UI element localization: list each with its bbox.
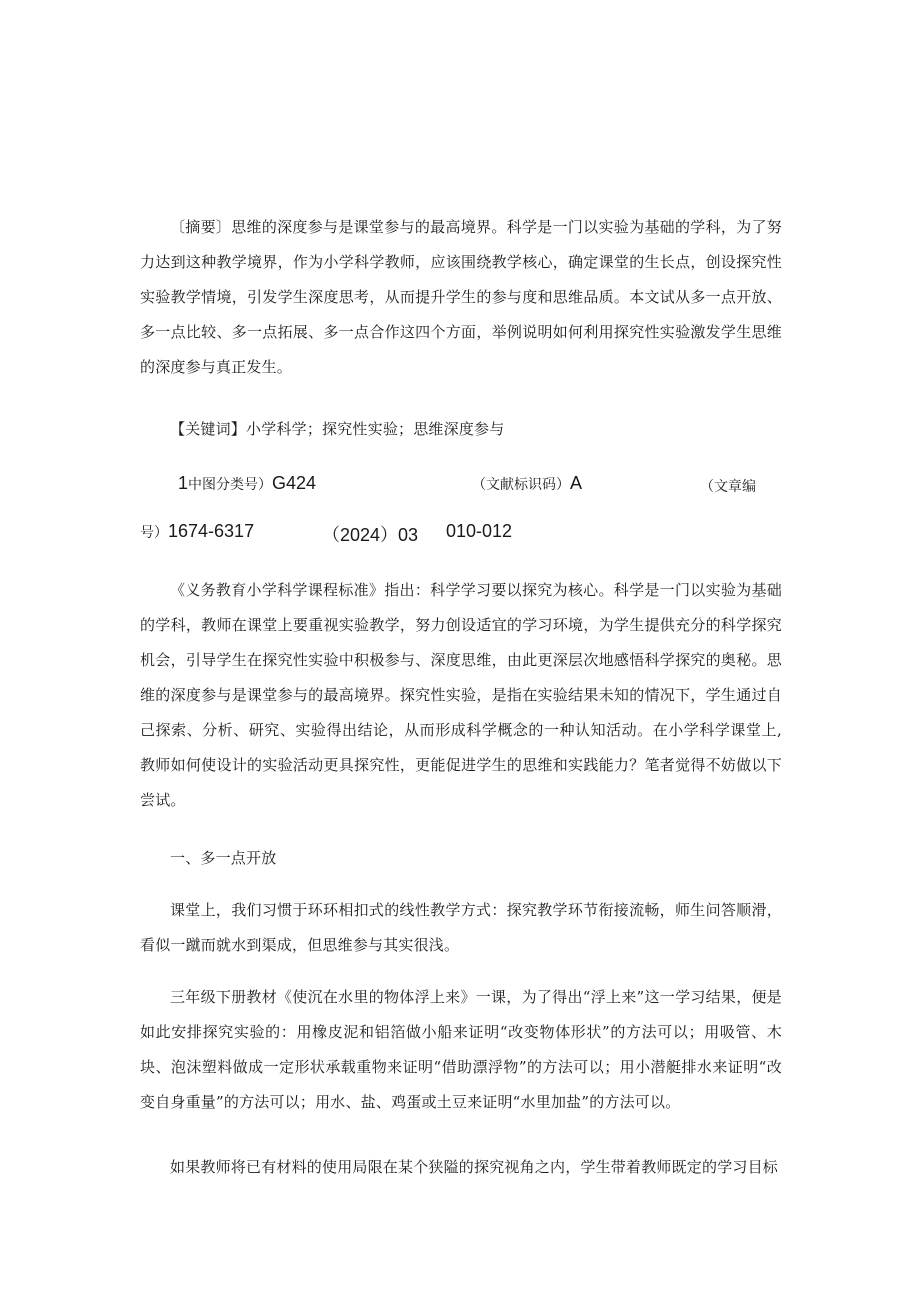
article-number-label-part1: （文章编: [700, 479, 756, 495]
article-number-label-part2: 号）: [140, 525, 168, 541]
document-code-label: （文献标识码）: [472, 477, 570, 493]
article-pages: [446, 521, 512, 542]
article-number-line: [140, 521, 254, 542]
classification-label: 中图分类号）: [188, 477, 273, 493]
classification-number: [178, 473, 316, 494]
article-issue: 03: [398, 525, 419, 545]
keywords-label: 【关键词】: [170, 420, 247, 438]
body-paragraph-3: 三年级下册教材《使沉在水里的物体浮上来》一课，为了得出“浮上来”这一学习结果，便是如此安排探究实验的：用橡皮泥和铝箔做小船来证明“改变物体形状”的方法可以；用吸管、木块、泡沫塑料做成一定形状承载重物来证明“借助漂浮物”的方法可以；用小潜艇排水来证明“改变自身重量”的方法可以；用水、盐、鸡蛋或土豆来证明“水里加盐”的方法可以。: [140, 988, 782, 1111]
body-paragraph-2: 课堂上，我们习惯于环环相扣式的线性教学方式：探究教学环节衔接流畅，师生问答顺滑，看似一蹴而就水到渠成，但思维参与其实很浅。: [140, 901, 782, 954]
article-number-label-start: [700, 476, 756, 496]
article-issn: 1674-6317: [168, 521, 255, 541]
abstract-text: 思维的深度参与是课堂参与的最高境界。科学是一门以实验为基础的学科，为了努力达到这种教学境界，作为小学科学教师，应该围绕教学核心，确定课堂的生长点，创设探究性实验教学情境，引发学生深度思考，从而提升学生的参与度和思维品质。本文试从多一点开放、多一点比较、多一点拓展、多一点合作这四个方面，举例说明如何利用探究性实验激发学生思维的深度参与真正发生。: [140, 218, 782, 376]
article-pages-value: 010-012: [446, 521, 513, 541]
document-code-value: A: [570, 473, 583, 493]
body-paragraph-1: 《义务教育小学科学课程标准》指出：科学学习要以探究为核心。科学是一门以实验为基础的学科，教师在课堂上要重视实验教学，努力创设适宜的学习环境，为学生提供充分的科学探究机会，引导学生在探究性实验中积极参与、深度思维，由此更深层次地感悟科学探究的奥秘。思维的深度参与是课堂参与的最高境界。探究性实验，是指在实验结果未知的情况下，学生通过自己探索、分析、研究、实验得出结论，从而形成科学概念的一种认知活动。在小学科学课堂上,教师如何使设计的实验活动更具探究性，更能促进学生的思维和实践能力？笔者觉得不妨做以下尝试。: [140, 581, 782, 809]
body-paragraph-4: 如果教师将已有材料的使用局限在某个狭隘的探究视角之内，学生带着教师既定的学习目标: [170, 1158, 779, 1176]
classification-value: G424: [272, 473, 317, 493]
keywords-text: 小学科学；探究性实验；思维深度参与: [246, 420, 505, 438]
abstract-label: 〔摘要〕: [170, 218, 232, 236]
abstract-paragraph: [140, 210, 782, 385]
classification-prefix: 1: [178, 473, 189, 493]
article-year-issue: [322, 521, 418, 547]
article-year: （2024）: [322, 525, 399, 545]
document-code: [472, 473, 582, 494]
section-heading: 一、多一点开放: [170, 849, 277, 867]
keywords-line: [170, 412, 812, 447]
